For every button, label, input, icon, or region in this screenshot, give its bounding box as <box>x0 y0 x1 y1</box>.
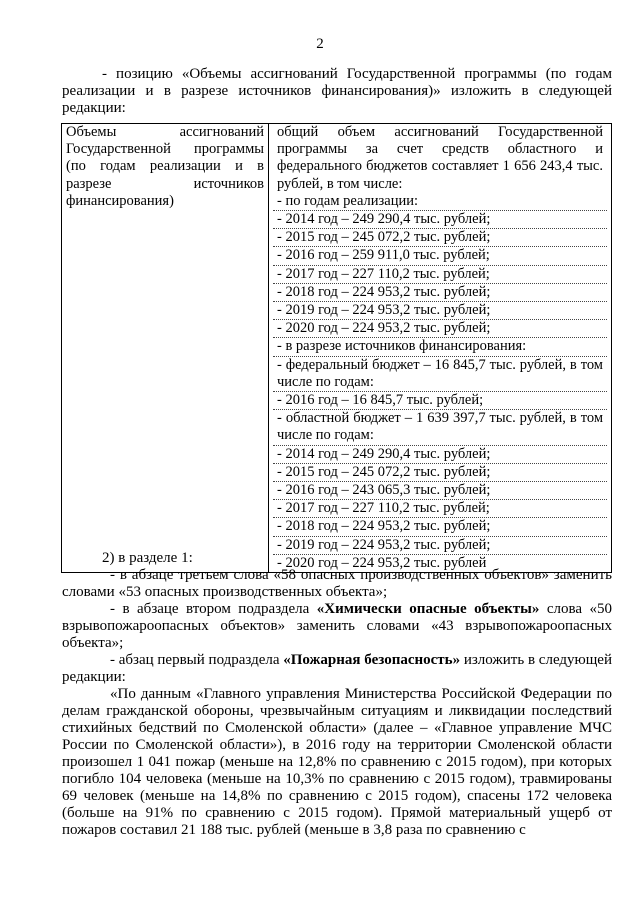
year-amount-line: - 2016 год – 259 911,0 тыс. рублей; <box>273 246 607 264</box>
page-number: 2 <box>316 36 324 52</box>
regional-year-line: - 2020 год – 224 953,2 тыс. рублей <box>273 554 607 572</box>
intro-text: - позицию «Объемы ассигнований Государственной программы (по годам реализации и в разрезе источников финансирования)» изложить в следующей редакции: <box>62 66 612 116</box>
regional-year-line: - 2015 год – 245 072,2 тыс. рублей; <box>273 463 607 481</box>
regional-budget-line: - областной бюджет – 1 639 397,7 тыс. рублей, в том числе по годам: <box>273 409 607 444</box>
change-item-3 <box>62 652 612 686</box>
funding-lines <box>273 193 607 572</box>
total-volume-text: общий объем ассигнований Государственной программы за счет средств областного и федерального бюджетов составляет 1 656 243,4 тыс. рублей, в том числе: <box>277 124 603 192</box>
intro-paragraph <box>62 66 612 117</box>
year-amount-line: - 2015 год – 245 072,2 тыс. рублей; <box>273 228 607 246</box>
year-amount-line: - 2018 год – 224 953,2 тыс. рублей; <box>273 283 607 301</box>
year-amount-line: - 2019 год – 224 953,2 тыс. рублей; <box>273 301 607 319</box>
year-amount-line: - 2020 год – 224 953,2 тыс. рублей; <box>273 319 607 337</box>
regional-year-line: - 2018 год – 224 953,2 тыс. рублей; <box>273 517 607 535</box>
section-changes <box>62 550 612 839</box>
regional-year-line: - 2016 год – 243 065,3 тыс. рублей; <box>273 481 607 499</box>
regional-year-line: - 2017 год – 227 110,2 тыс. рублей; <box>273 499 607 517</box>
funding-table <box>61 123 612 573</box>
by-sources-heading: - в разрезе источников финансирования: <box>273 337 607 355</box>
by-years-heading: - по годам реализации: <box>277 192 419 209</box>
change-item-3-post: изложить в следующей редакции: <box>62 652 612 685</box>
change-item-3-pre: - абзац первый подраздела <box>110 652 284 668</box>
change-item-2-pre: - в абзаце втором подраздела <box>110 601 317 617</box>
change-item-2-post: слова «50 взрывопожароопасных объектов» заменить словами «43 взрывопожароопасных объекта»; <box>62 601 612 651</box>
regional-year-line: - 2019 год – 224 953,2 тыс. рублей; <box>273 536 607 554</box>
quoted-paragraph: «По данным «Главного управления Министерства Российской Федерации по делам гражданской обороны, чрезвычайным ситуациям и ликвидации последствий стихийных бедствий по Смоленской области» (далее – «Главное управление МЧС России по Смоленской области»), в 2016 году на территории Смоленской области произошел 1 041 пожар (меньше на 12,8% по сравнению с 2015 годом), при которых погибло 104 человека (меньше на 10,3% по сравнению с 2015 годом), травмированы 69 человек (меньше на 14,8% по сравнению с 2015 годом), спасены 172 человека (больше на 91% по сравнению с 2015 годом). Прямой материальный ущерб от пожаров составил 21 188 тыс. рублей (меньше в 3,8 раза по сравнению с <box>62 686 612 838</box>
change-item-3-bold: «Пожарная безопасность» <box>283 652 461 668</box>
table-row <box>62 124 612 573</box>
regional-year-line: - 2014 год – 249 290,4 тыс. рублей; <box>273 445 607 463</box>
federal-budget-line: - федеральный бюджет – 16 845,7 тыс. рублей, в том числе по годам: <box>273 356 607 391</box>
federal-year-line: - 2016 год – 16 845,7 тыс. рублей; <box>273 391 607 409</box>
section-heading: 2) в разделе 1: <box>102 550 193 566</box>
table-left-cell: Объемы ассигнований Государственной программы (по годам реализации и в разрезе источников финансирования) <box>62 124 269 573</box>
table-right-cell <box>269 124 612 573</box>
change-item-1: - в абзаце третьем слова «58 опасных производственных объектов» заменить словами «53 опасных производственных объекта»; <box>62 567 612 600</box>
change-item-2-bold: «Химически опасные объекты» <box>316 601 540 617</box>
change-item-2 <box>62 601 612 652</box>
year-amount-line: - 2014 год – 249 290,4 тыс. рублей; <box>273 210 607 228</box>
year-amount-line: - 2017 год – 227 110,2 тыс. рублей; <box>273 265 607 283</box>
